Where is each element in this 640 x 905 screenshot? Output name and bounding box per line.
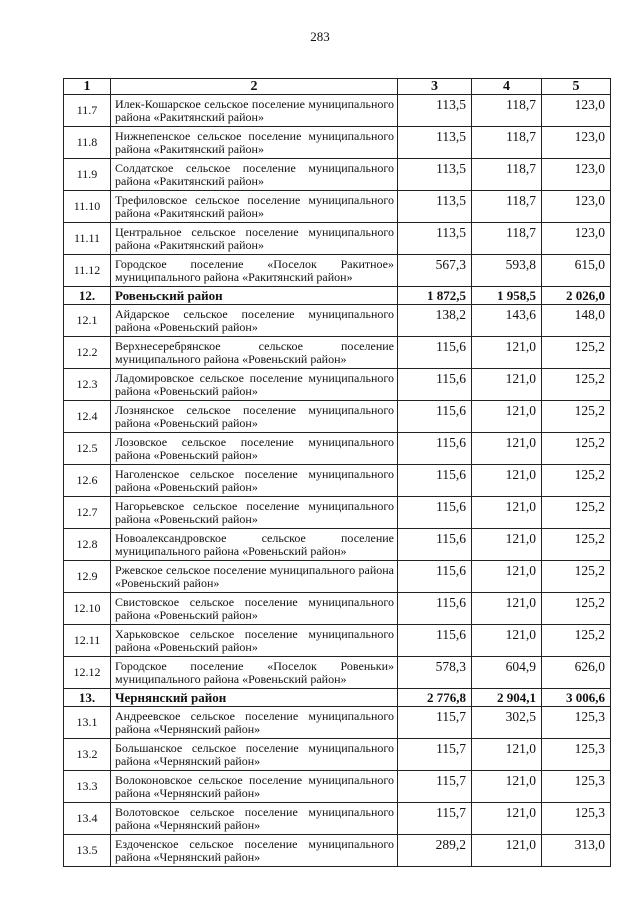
table-header-row xyxy=(64,79,611,95)
column-header: 3 xyxy=(398,79,472,95)
value-col-4: 118,7 xyxy=(472,95,542,127)
row-number: 12.10 xyxy=(64,593,111,625)
row-number: 11.7 xyxy=(64,95,111,127)
value-col-3: 115,7 xyxy=(398,771,472,803)
table-row xyxy=(64,593,611,625)
value-col-3: 115,6 xyxy=(398,497,472,529)
value-col-3: 115,6 xyxy=(398,337,472,369)
value-col-3: 115,6 xyxy=(398,433,472,465)
value-col-4: 121,0 xyxy=(472,625,542,657)
value-col-5: 125,2 xyxy=(542,433,611,465)
row-name: Ржевское сельское поселение муниципального района «Ровеньский район» xyxy=(111,561,398,593)
table-row xyxy=(64,465,611,497)
row-name: Ровеньский район xyxy=(111,287,398,305)
row-name: Верхнесеребрянское сельское поселение муниципального района «Ровеньский район» xyxy=(111,337,398,369)
row-number: 12.3 xyxy=(64,369,111,401)
table-row xyxy=(64,561,611,593)
value-col-4: 143,6 xyxy=(472,305,542,337)
row-number: 13.1 xyxy=(64,707,111,739)
table-row xyxy=(64,433,611,465)
row-number: 13. xyxy=(64,689,111,707)
value-col-5: 123,0 xyxy=(542,223,611,255)
row-number: 12.12 xyxy=(64,657,111,689)
row-name: Нижнепенское сельское поселение муниципального района «Ракитянский район» xyxy=(111,127,398,159)
value-col-3: 2 776,8 xyxy=(398,689,472,707)
table-row xyxy=(64,95,611,127)
value-col-3: 115,6 xyxy=(398,465,472,497)
district-total-row xyxy=(64,287,611,305)
row-number: 12. xyxy=(64,287,111,305)
value-col-3: 289,2 xyxy=(398,835,472,867)
value-col-3: 115,6 xyxy=(398,529,472,561)
row-name: Городское поселение «Поселок Ракитное» муниципального района «Ракитянский район» xyxy=(111,255,398,287)
value-col-5: 125,2 xyxy=(542,337,611,369)
row-name: Солдатское сельское поселение муниципального района «Ракитянский район» xyxy=(111,159,398,191)
table-row xyxy=(64,497,611,529)
table-row xyxy=(64,337,611,369)
value-col-5: 615,0 xyxy=(542,255,611,287)
value-col-5: 125,2 xyxy=(542,369,611,401)
value-col-4: 118,7 xyxy=(472,191,542,223)
value-col-5: 125,2 xyxy=(542,465,611,497)
value-col-5: 125,2 xyxy=(542,561,611,593)
row-number: 12.1 xyxy=(64,305,111,337)
value-col-4: 118,7 xyxy=(472,159,542,191)
table-row xyxy=(64,159,611,191)
column-header: 5 xyxy=(542,79,611,95)
row-number: 11.9 xyxy=(64,159,111,191)
value-col-4: 121,0 xyxy=(472,593,542,625)
row-name: Городское поселение «Поселок Ровеньки» муниципального района «Ровеньский район» xyxy=(111,657,398,689)
table-row xyxy=(64,369,611,401)
table-row xyxy=(64,255,611,287)
value-col-3: 115,6 xyxy=(398,401,472,433)
value-col-3: 115,6 xyxy=(398,561,472,593)
value-col-3: 567,3 xyxy=(398,255,472,287)
value-col-4: 2 904,1 xyxy=(472,689,542,707)
row-name: Лозовское сельское поселение муниципального района «Ровеньский район» xyxy=(111,433,398,465)
value-col-3: 1 872,5 xyxy=(398,287,472,305)
row-name: Волотовское сельское поселение муниципального района «Чернянский район» xyxy=(111,803,398,835)
row-number: 12.7 xyxy=(64,497,111,529)
table-row xyxy=(64,191,611,223)
value-col-4: 1 958,5 xyxy=(472,287,542,305)
row-number: 12.5 xyxy=(64,433,111,465)
table-row xyxy=(64,707,611,739)
value-col-5: 125,3 xyxy=(542,803,611,835)
column-header: 2 xyxy=(111,79,398,95)
value-col-4: 121,0 xyxy=(472,529,542,561)
value-col-3: 113,5 xyxy=(398,223,472,255)
page-number: 283 xyxy=(310,29,330,44)
table-row xyxy=(64,835,611,867)
row-name: Чернянский район xyxy=(111,689,398,707)
row-name: Айдарское сельское поселение муниципального района «Ровеньский район» xyxy=(111,305,398,337)
value-col-3: 113,5 xyxy=(398,95,472,127)
value-col-5: 3 006,6 xyxy=(542,689,611,707)
row-name: Харьковское сельское поселение муниципального района «Ровеньский район» xyxy=(111,625,398,657)
row-number: 11.10 xyxy=(64,191,111,223)
row-name: Андреевское сельское поселение муниципального района «Чернянский район» xyxy=(111,707,398,739)
value-col-4: 121,0 xyxy=(472,465,542,497)
value-col-5: 626,0 xyxy=(542,657,611,689)
row-name: Ездоченское сельское поселение муниципального района «Чернянский район» xyxy=(111,835,398,867)
value-col-4: 121,0 xyxy=(472,337,542,369)
row-name: Лознянское сельское поселение муниципального района «Ровеньский район» xyxy=(111,401,398,433)
value-col-3: 115,6 xyxy=(398,593,472,625)
value-col-5: 125,2 xyxy=(542,497,611,529)
value-col-3: 115,7 xyxy=(398,739,472,771)
value-col-3: 113,5 xyxy=(398,159,472,191)
row-name: Свистовское сельское поселение муниципального района «Ровеньский район» xyxy=(111,593,398,625)
value-col-4: 121,0 xyxy=(472,561,542,593)
value-col-4: 593,8 xyxy=(472,255,542,287)
value-col-4: 121,0 xyxy=(472,739,542,771)
value-col-3: 115,6 xyxy=(398,625,472,657)
value-col-4: 121,0 xyxy=(472,497,542,529)
value-col-4: 118,7 xyxy=(472,127,542,159)
row-number: 11.11 xyxy=(64,223,111,255)
value-col-3: 115,6 xyxy=(398,369,472,401)
value-col-4: 604,9 xyxy=(472,657,542,689)
value-col-3: 113,5 xyxy=(398,127,472,159)
row-number: 13.5 xyxy=(64,835,111,867)
value-col-5: 123,0 xyxy=(542,191,611,223)
row-name: Ладомировское сельское поселение муниципального района «Ровеньский район» xyxy=(111,369,398,401)
row-name: Наголенское сельское поселение муниципального района «Ровеньский район» xyxy=(111,465,398,497)
value-col-5: 125,2 xyxy=(542,593,611,625)
value-col-5: 2 026,0 xyxy=(542,287,611,305)
column-header: 4 xyxy=(472,79,542,95)
value-col-3: 115,7 xyxy=(398,707,472,739)
value-col-3: 578,3 xyxy=(398,657,472,689)
value-col-4: 121,0 xyxy=(472,803,542,835)
table-body xyxy=(64,79,611,867)
value-col-5: 125,3 xyxy=(542,707,611,739)
table-row xyxy=(64,739,611,771)
value-col-4: 118,7 xyxy=(472,223,542,255)
value-col-5: 123,0 xyxy=(542,159,611,191)
row-name: Новоалександровское сельское поселение муниципального района «Ровеньский район» xyxy=(111,529,398,561)
row-number: 12.8 xyxy=(64,529,111,561)
value-col-5: 123,0 xyxy=(542,95,611,127)
table-row xyxy=(64,305,611,337)
table-row xyxy=(64,127,611,159)
value-col-4: 121,0 xyxy=(472,401,542,433)
row-number: 12.2 xyxy=(64,337,111,369)
row-number: 13.3 xyxy=(64,771,111,803)
value-col-5: 148,0 xyxy=(542,305,611,337)
row-number: 12.4 xyxy=(64,401,111,433)
table-row xyxy=(64,625,611,657)
table-row xyxy=(64,657,611,689)
value-col-4: 121,0 xyxy=(472,369,542,401)
row-name: Волоконовское сельское поселение муниципального района «Чернянский район» xyxy=(111,771,398,803)
value-col-4: 302,5 xyxy=(472,707,542,739)
district-total-row xyxy=(64,689,611,707)
row-number: 11.8 xyxy=(64,127,111,159)
value-col-3: 138,2 xyxy=(398,305,472,337)
row-number: 12.6 xyxy=(64,465,111,497)
value-col-4: 121,0 xyxy=(472,835,542,867)
row-number: 13.2 xyxy=(64,739,111,771)
value-col-5: 125,3 xyxy=(542,771,611,803)
row-number: 12.11 xyxy=(64,625,111,657)
value-col-4: 121,0 xyxy=(472,433,542,465)
value-col-5: 125,3 xyxy=(542,739,611,771)
table-row xyxy=(64,803,611,835)
row-name: Нагорьевское сельское поселение муниципального района «Ровеньский район» xyxy=(111,497,398,529)
value-col-3: 115,7 xyxy=(398,803,472,835)
row-number: 11.12 xyxy=(64,255,111,287)
row-name: Большанское сельское поселение муниципального района «Чернянский район» xyxy=(111,739,398,771)
row-name: Илек-Кошарское сельское поселение муниципального района «Ракитянский район» xyxy=(111,95,398,127)
table-row xyxy=(64,529,611,561)
value-col-3: 113,5 xyxy=(398,191,472,223)
value-col-5: 125,2 xyxy=(542,529,611,561)
table-row xyxy=(64,223,611,255)
row-name: Трефиловское сельское поселение муниципального района «Ракитянский район» xyxy=(111,191,398,223)
value-col-5: 125,2 xyxy=(542,625,611,657)
value-col-5: 125,2 xyxy=(542,401,611,433)
row-number: 12.9 xyxy=(64,561,111,593)
value-col-5: 123,0 xyxy=(542,127,611,159)
row-name: Центральное сельское поселение муниципального района «Ракитянский район» xyxy=(111,223,398,255)
value-col-5: 313,0 xyxy=(542,835,611,867)
table-row xyxy=(64,771,611,803)
table-row xyxy=(64,401,611,433)
row-number: 13.4 xyxy=(64,803,111,835)
budget-table xyxy=(63,78,611,867)
column-header: 1 xyxy=(64,79,111,95)
value-col-4: 121,0 xyxy=(472,771,542,803)
